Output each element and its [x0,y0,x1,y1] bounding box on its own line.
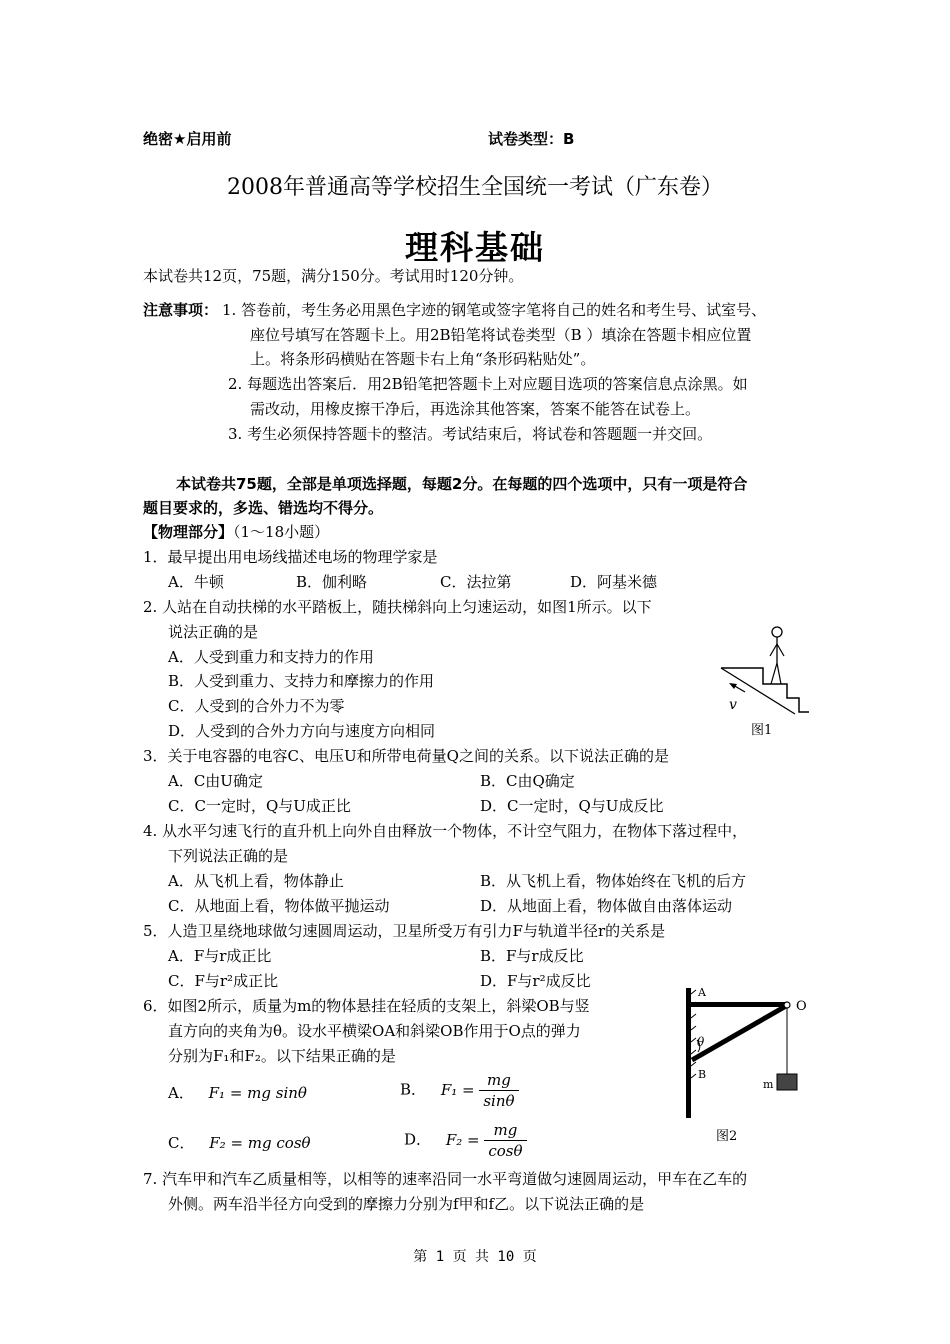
q6-option-d-numerator: mg [484,1120,526,1141]
q2-stem-a: 2. 人站在自动扶梯的水平踏板上，随扶梯斜向上匀速运动，如图1所示。以下 [143,598,652,616]
q6-option-b-fraction [479,1070,518,1111]
q1-option-b: B．伽利略 [296,573,368,591]
diagonal-beam-OB [692,1006,786,1060]
note-1b: 座位号填写在答题卡上。用2B铅笔将试卷类型（B ）填涂在答题卡相应位置 [250,326,752,344]
figure-2-bracket [676,986,816,1148]
note-2a: 2. 每题选出答案后．用2B铅笔把答题卡上对应题目选项的答案信息点涂黑。如 [228,375,748,393]
label-O: O [796,999,807,1014]
section-title: 【物理部分】 [143,523,234,541]
q6-stem-c: 分别为F₁和F₂。以下结果正确的是 [168,1047,396,1065]
q4-option-b: B．从飞机上看，物体始终在飞机的后方 [480,872,747,890]
q6-option-b [400,1070,519,1111]
note-1a: 1. 答卷前，考生务必用黑色字迹的钢笔或签字笔将自己的姓名和考生号、试室号、 [222,301,767,319]
label-B: B [698,1068,707,1081]
label-m: m [763,1078,774,1091]
q1-option-c: C．法拉第 [440,573,512,591]
q6-option-d-lhs: F₂ = [445,1130,480,1149]
note-2b: 需改动，用橡皮擦干净后，再选涂其他答案，答案不能答在试卷上。 [250,400,701,418]
figure-1-caption: 图1 [751,723,773,738]
q6-option-a-formula: F₁ = mg sinθ [208,1084,307,1102]
q6-option-d-denominator: cosθ [488,1142,523,1160]
q6-option-c [168,1133,311,1153]
q3-option-c: C．C一定时，Q与U成正比 [168,797,351,815]
q3-option-d: D．C一定时，Q与U成反比 [480,797,664,815]
notes-label: 注意事项： [143,301,219,319]
person-head [772,627,782,637]
q2-stem-b: 说法正确的是 [168,623,259,641]
velocity-label: v [729,697,737,713]
q2-option-c: C．人受到的合外力不为零 [168,697,345,715]
q5-option-a: A．F与r成正比 [168,947,272,965]
q6-option-a [168,1083,307,1103]
q5-option-d: D．F与r²成反比 [480,972,591,990]
q3-option-b: B．C由Q确定 [480,772,575,790]
person-body [770,637,784,684]
hanging-mass [777,1074,797,1090]
section-range: （1～18小题） [233,523,330,541]
horizontal-beam-OA [691,1002,787,1007]
page-footer: 第 1 页 共 10 页 [413,1249,537,1265]
q4-stem-b: 下列说法正确的是 [168,847,289,865]
q4-option-a: A．从飞机上看，物体静止 [168,872,344,890]
q6-option-c-label: C． [168,1134,195,1152]
velocity-arrowhead [729,683,737,689]
q6-option-b-denominator: sinθ [483,1092,515,1110]
paper-type-label: 试卷类型：B [488,130,575,148]
figure-1-escalator [715,618,815,744]
q5-option-c: C．F与r²成正比 [168,972,279,990]
q6-option-a-label: A． [168,1084,194,1102]
q3-option-a: A．C由U确定 [168,772,263,790]
q7-stem-a: 7. 汽车甲和汽车乙质量相等，以相等的速率沿同一水平弯道做匀速圆周运动，甲车在乙车的 [143,1170,748,1188]
q1-stem: 1．最早提出用电场线描述电场的物理学家是 [143,548,438,566]
q6-stem-b: 直方向的夹角为θ。设水平横梁OA和斜梁OB作用于O点的弹力 [168,1022,581,1040]
label-A: A [698,986,706,999]
instructions-a: 本试卷共75题，全部是单项选择题，每题2分。在每题的四个选项中，只有一项是符合 [176,475,748,493]
confidential-label: 绝密★启用前 [143,130,232,148]
q6-option-d [404,1120,527,1161]
q4-stem-a: 4. 从水平匀速飞行的直升机上向外自由释放一个物体，不计空气阻力，在物体下落过程中， [143,822,748,840]
note-3: 3. 考生必须保持答题卡的整洁。考试结束后，将试卷和答题题一并交回。 [228,425,713,443]
point-O [784,1002,790,1008]
label-theta: θ [697,1035,705,1049]
q6-option-d-label: D． [404,1130,432,1149]
q5-stem: 5．人造卫星绕地球做匀速圆周运动，卫星所受万有引力F与轨道半径r的关系是 [143,922,666,940]
q1-option-a: A．牛顿 [168,573,224,591]
q6-option-d-fraction [484,1120,526,1161]
q5-option-b: B．F与r成反比 [480,947,584,965]
q6-option-b-numerator: mg [479,1070,518,1091]
q4-option-c: C．从地面上看，物体做平抛运动 [168,897,390,915]
q4-option-d: D．从地面上看，物体做自由落体运动 [480,897,733,915]
q2-option-b: B．人受到重力、支持力和摩擦力的作用 [168,672,435,690]
q2-option-a: A．人受到重力和支持力的作用 [168,648,374,666]
q6-option-c-formula: F₂ = mg cosθ [209,1134,311,1152]
exam-title: 2008年普通高等学校招生全国统一考试（广东卷） [227,175,723,200]
q6-option-b-label: B． [400,1080,427,1099]
q6-option-b-lhs: F₁ = [440,1080,475,1099]
instructions-b: 题目要求的，多选、错选均不得分。 [143,499,384,517]
q3-stem: 3．关于电容器的电容C、电压U和所带电荷量Q之间的关系。以下说法正确的是 [143,747,669,765]
figure-2-caption: 图2 [716,1129,738,1144]
q1-option-d: D．阿基米德 [570,573,658,591]
section-heading [143,522,329,542]
intro-text: 本试卷共12页，75题，满分150分。考试用时120分钟。 [143,267,524,285]
q7-stem-b: 外侧。两车沿半径方向受到的摩擦力分别为f甲和f乙。以下说法正确的是 [168,1195,645,1213]
q6-stem-a: 6．如图2所示，质量为m的物体悬挂在轻质的支架上，斜梁OB与竖 [143,997,590,1015]
q2-option-d: D．人受到的合外力方向与速度方向相同 [168,722,436,740]
wall [686,988,691,1118]
subject-title: 理科基础 [405,228,545,267]
note-1c: 上。将条形码横贴在答题卡右上角“条形码粘贴处”。 [250,350,596,368]
